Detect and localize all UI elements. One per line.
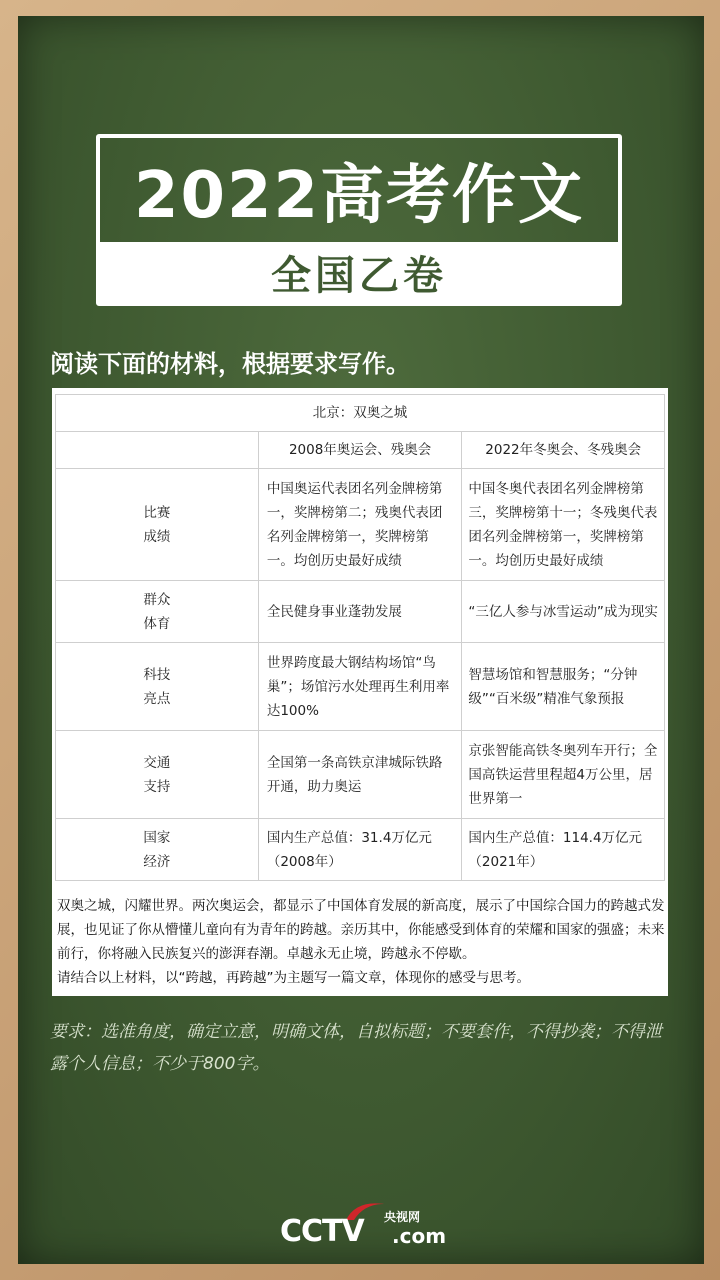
row-label: 国家 经济 (56, 819, 259, 881)
paragraph-text: 双奥之城，闪耀世界。两次奥运会，都显示了中国体育发展的新高度，展示了中国综合国力的跨越式发展，也见证了你从懵懂儿童向有为青年的跨越。亲历其中，你能感受到体育的荣耀和国家的强盛；未来前行，你将融入民族复兴的澎湃春潮。卓越永无止境，跨越永不停歇。 (57, 898, 665, 962)
instruction-text: 阅读下面的材料，根据要求写作。 (50, 349, 410, 378)
table-row (56, 581, 665, 643)
cell-2008: 国内生产总值：31.4万亿元（2008年） (258, 819, 462, 881)
table-row (56, 731, 665, 819)
logo-cn-text: 央视网 (384, 1210, 421, 1224)
table-row (56, 643, 665, 731)
cctv-logo (280, 1198, 450, 1252)
page-subtitle: 全国乙卷 (100, 242, 618, 302)
prompt-text: 请结合以上材料，以“跨越，再跨越”为主题写一篇文章，体现你的感受与思考。 (57, 970, 530, 986)
requirements-text: 要求：选准角度，确定立意，明确文体，自拟标题；不要套作，不得抄袭；不得泄露个人信息；不少于800字。 (50, 1022, 662, 1074)
column-header-2008: 2008年奥运会、残奥会 (258, 432, 462, 469)
comparison-table (55, 394, 665, 881)
cell-2022: 中国冬奥代表团名列金牌榜第三，奖牌榜第十一；冬残奥代表团名列金牌榜第一，奖牌榜第一。均创历史最好成绩 (462, 469, 665, 581)
cell-2022: “三亿人参与冰雪运动”成为现实 (462, 581, 665, 643)
cell-2008: 全国第一条高铁京津城际铁路开通，助力奥运 (258, 731, 462, 819)
table-row (56, 819, 665, 881)
table-title: 北京：双奥之城 (56, 395, 665, 432)
row-label: 交通 支持 (56, 731, 259, 819)
title-box (96, 134, 622, 306)
row-label: 科技 亮点 (56, 643, 259, 731)
logo-main-text: CCTV (280, 1214, 364, 1249)
column-header-2022: 2022年冬奥会、冬残奥会 (462, 432, 665, 469)
page-title: 2022高考作文 (133, 159, 585, 233)
logo-com-text: .com (392, 1224, 447, 1248)
material-paragraph (55, 894, 665, 990)
cell-2008: 全民健身事业蓬勃发展 (258, 581, 462, 643)
cell-2008: 世界跨度最大钢结构场馆“鸟巢”；场馆污水处理再生利用率达100% (258, 643, 462, 731)
cell-2022: 智慧场馆和智慧服务；“分钟级”“百米级”精准气象预报 (462, 643, 665, 731)
cell-2008: 中国奥运代表团名列金牌榜第一，奖牌榜第二；残奥代表团名列金牌榜第一，奖牌榜第一。均创历史最好成绩 (258, 469, 462, 581)
material-card (52, 388, 668, 996)
table-row (56, 469, 665, 581)
row-label: 群众 体育 (56, 581, 259, 643)
column-header-empty (56, 432, 259, 469)
cell-2022: 京张智能高铁冬奥列车开行；全国高铁运营里程超4万公里，居世界第一 (462, 731, 665, 819)
row-label: 比赛 成绩 (56, 469, 259, 581)
cell-2022: 国内生产总值：114.4万亿元（2021年） (462, 819, 665, 881)
